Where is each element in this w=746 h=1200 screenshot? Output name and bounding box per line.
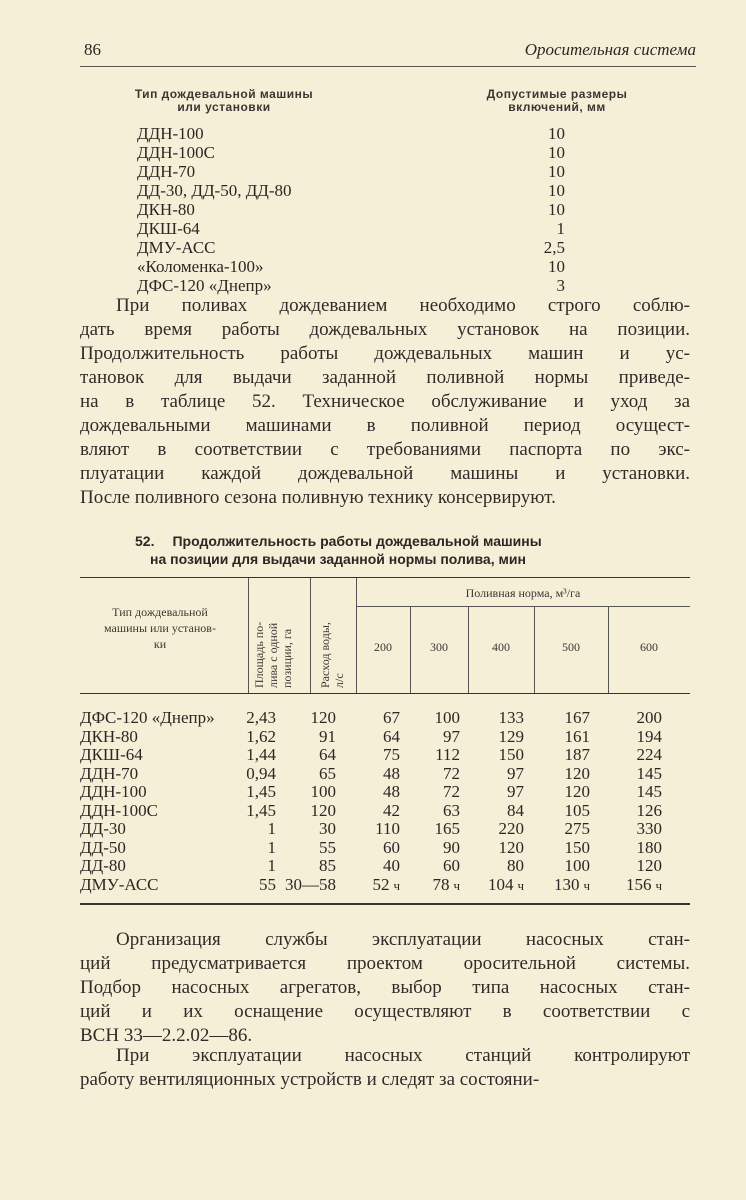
flow-value	[311, 801, 337, 820]
area-value-text: 1,62	[246, 726, 276, 746]
table1-row	[137, 219, 577, 238]
flow-value-text: 65	[319, 763, 336, 783]
duration-value-text: 104	[487, 874, 514, 894]
area-value	[246, 782, 276, 801]
table2-header-rule	[80, 693, 690, 694]
duration-value-text: 60	[383, 837, 400, 857]
text-line: на в таблице 52. Техническое обслуживание и уход за	[80, 391, 690, 412]
duration-value	[443, 838, 460, 857]
duration-value-text: 120	[498, 837, 524, 857]
duration-value-text: 187	[564, 745, 590, 764]
duration-value-text: 120	[636, 856, 662, 875]
duration-value-text: 52	[372, 874, 390, 894]
table2-vline	[310, 578, 311, 693]
duration-value	[488, 875, 524, 895]
duration-value	[507, 782, 524, 801]
area-value-text: 1	[267, 819, 276, 838]
area-value-text: 2,43	[246, 708, 276, 727]
duration-value-text: 200	[636, 708, 662, 727]
table2-top-rule	[80, 577, 690, 578]
flow-value	[311, 782, 337, 801]
machine-name-text: ДДН-70	[80, 763, 139, 783]
area-value	[259, 875, 276, 894]
duration-value	[565, 727, 591, 746]
flow-value-text: 30	[319, 819, 336, 838]
table2-norm-200: 200	[374, 640, 392, 654]
area-value-text: 1	[267, 856, 276, 875]
duration-value	[565, 801, 591, 820]
hours-unit: ч	[655, 877, 662, 893]
duration-value	[637, 782, 663, 801]
paragraph-pump-operation	[80, 1044, 690, 1092]
inclusion-size: 10	[548, 257, 565, 276]
duration-value-text: 129	[498, 726, 524, 746]
duration-value	[507, 856, 524, 875]
machine-name: ДКН-80	[137, 200, 195, 219]
duration-value-text: 78	[432, 874, 450, 894]
duration-value	[383, 838, 400, 857]
duration-value	[435, 745, 460, 764]
area-value-text: 1	[267, 837, 276, 857]
duration-value-text: 84	[507, 800, 524, 820]
duration-value-text: 133	[498, 708, 524, 727]
duration-value	[637, 856, 663, 875]
duration-value-text: 63	[443, 800, 460, 820]
text-line: плуатации каждой дождевальной машины и установки.	[80, 463, 690, 484]
table2-head-norm: Поливная норма, м³/га	[465, 586, 581, 600]
flow-value-text: 85	[319, 856, 336, 875]
text-line: ций предусматривается проектом оросительной системы.	[80, 953, 690, 974]
duration-value	[565, 856, 591, 875]
table1-body	[137, 124, 577, 295]
table2-head-area: Площадь по- лива с одной позиции, га	[252, 621, 294, 688]
table2-row	[80, 875, 690, 894]
machine-name	[80, 856, 126, 875]
duration-value-text: 150	[498, 745, 524, 764]
machine-name	[80, 875, 159, 894]
duration-value	[443, 856, 460, 875]
flow-value	[319, 838, 336, 857]
machine-name	[80, 782, 147, 801]
duration-value	[499, 708, 525, 727]
duration-value	[565, 708, 591, 727]
area-value	[268, 819, 277, 838]
table1-row	[137, 257, 577, 276]
machine-name-text: ДДН-100С	[80, 800, 158, 820]
duration-value-text: 275	[564, 819, 590, 838]
inclusion-size: 3	[556, 276, 565, 295]
table1-row	[137, 200, 577, 219]
duration-value-text: 67	[383, 708, 400, 727]
duration-value	[435, 708, 461, 727]
flow-value-text: 120	[310, 708, 336, 727]
hours-unit: ч	[583, 877, 590, 893]
flow-value-text: 55	[319, 837, 336, 857]
duration-value-text: 64	[383, 726, 400, 746]
paragraph-pump-stations	[80, 928, 690, 1048]
table2-vline	[248, 578, 249, 693]
machine-name	[80, 819, 126, 838]
area-value-text: 1,44	[246, 745, 276, 764]
duration-value	[375, 819, 400, 838]
table1-col2-header: Допустимые размеры включений, мм	[486, 87, 628, 114]
area-value	[246, 708, 276, 727]
machine-name: ДД-30, ДД-50, ДД-80	[137, 181, 292, 200]
machine-name-text: ДКШ-64	[80, 745, 143, 764]
duration-value	[443, 782, 460, 801]
text-line: После поливного сезона поливную технику консервируют.	[80, 487, 556, 508]
machine-name	[80, 764, 138, 783]
duration-value-text: 145	[636, 763, 662, 783]
paragraph-watering	[80, 294, 690, 510]
duration-value	[565, 764, 591, 783]
duration-value-text: 80	[507, 856, 524, 875]
duration-value	[435, 819, 461, 838]
inclusion-size: 1	[556, 219, 565, 238]
duration-value	[507, 801, 524, 820]
duration-value-text: 180	[636, 837, 662, 857]
table2-row	[80, 745, 690, 764]
duration-value-text: 100	[434, 708, 460, 727]
duration-value-text: 130	[553, 874, 580, 894]
machine-name: ДМУ-АСС	[137, 238, 216, 257]
duration-value	[499, 727, 525, 746]
flow-value	[319, 819, 336, 838]
table2-caption-line1: Продолжительность работы дождевальной машины	[172, 533, 542, 549]
area-value-text: 1,45	[246, 800, 276, 820]
table1-row	[137, 276, 577, 295]
flow-value	[319, 727, 336, 746]
hours-unit: ч	[393, 877, 400, 893]
duration-value-text: 97	[443, 726, 460, 746]
duration-value-text: 97	[507, 782, 524, 801]
area-value	[268, 838, 277, 857]
duration-value-text: 126	[636, 800, 662, 820]
table2-row	[80, 838, 690, 857]
duration-value	[383, 801, 400, 820]
table2-norm-500: 500	[562, 640, 580, 654]
machine-name: ДКШ-64	[137, 219, 200, 238]
machine-name: «Коломенка-100»	[137, 257, 264, 276]
area-value-text: 1,45	[246, 782, 276, 801]
duration-value	[637, 764, 663, 783]
flow-value	[319, 745, 336, 764]
duration-value	[626, 875, 662, 895]
duration-value	[637, 838, 663, 857]
duration-value-text: 72	[443, 763, 460, 783]
flow-value	[311, 708, 337, 727]
duration-value	[637, 745, 663, 764]
inclusion-size: 10	[548, 124, 565, 143]
duration-value	[443, 801, 460, 820]
text-line: ций и их оснащение осуществляют в соответствии с	[80, 1001, 690, 1022]
hours-unit: ч	[517, 877, 524, 893]
header-rule	[80, 66, 696, 67]
duration-value-text: 75	[383, 745, 400, 764]
machine-name: ДДН-100С	[137, 143, 215, 162]
duration-value	[372, 875, 400, 895]
machine-name-text: ДФС-120 «Днепр»	[80, 708, 215, 727]
duration-value-text: 150	[564, 837, 590, 857]
table2-caption	[80, 532, 690, 568]
duration-value	[383, 764, 400, 783]
duration-value	[637, 819, 663, 838]
duration-value	[432, 875, 460, 895]
duration-value	[637, 801, 663, 820]
duration-value	[499, 819, 525, 838]
flow-value-text: 91	[319, 726, 336, 746]
flow-value-text: 120	[310, 800, 336, 820]
machine-name-text: ДД-50	[80, 837, 126, 857]
area-value-text: 0,94	[246, 763, 276, 783]
machine-name	[80, 708, 215, 727]
machine-name	[80, 745, 143, 764]
table2-row	[80, 856, 690, 875]
duration-value	[637, 727, 663, 746]
duration-value	[383, 708, 400, 727]
machine-name	[80, 801, 158, 820]
flow-value	[319, 764, 336, 783]
text-line: дождевальными машинами в поливной период осущест-	[80, 415, 690, 436]
duration-value-text: 194	[636, 726, 662, 746]
duration-value-text: 224	[636, 745, 662, 764]
text-line: При поливах дождеванием необходимо строго соблю-	[116, 295, 690, 316]
duration-value-text: 100	[564, 856, 590, 875]
inclusion-size: 2,5	[543, 238, 565, 257]
text-line: Организация службы эксплуатации насосных стан-	[116, 929, 690, 950]
duration-value	[565, 745, 591, 764]
duration-value-text: 90	[443, 837, 460, 857]
duration-value-text: 161	[564, 726, 590, 746]
flow-value	[319, 856, 336, 875]
table2-row	[80, 782, 690, 801]
text-line: работу вентиляционных устройств и следят за состояни-	[80, 1069, 540, 1090]
duration-value	[565, 782, 591, 801]
text-line: Подбор насосных агрегатов, выбор типа насосных стан-	[80, 977, 690, 998]
inclusion-size: 10	[548, 162, 565, 181]
duration-value	[383, 727, 400, 746]
text-line: При эксплуатации насосных станций контролируют	[116, 1045, 690, 1066]
machine-name-text: ДД-30	[80, 819, 126, 838]
machine-name-text: ДКН-80	[80, 726, 138, 746]
duration-value-text: 105	[564, 800, 590, 820]
machine-name	[80, 838, 126, 857]
text-line: тановок для выдачи заданной поливной нормы приведе-	[80, 367, 690, 388]
hours-unit: ч	[453, 877, 460, 893]
duration-value	[565, 838, 591, 857]
duration-value-text: 145	[636, 782, 662, 801]
machine-name-text: ДДН-100	[80, 782, 147, 801]
table2-row	[80, 801, 690, 820]
area-value-text: 55	[259, 874, 276, 894]
table2-row	[80, 819, 690, 838]
duration-value	[383, 856, 400, 875]
duration-value-text: 120	[564, 763, 590, 783]
duration-value	[554, 875, 590, 895]
duration-value	[383, 745, 400, 764]
table1-row	[137, 124, 577, 143]
table1-row	[137, 181, 577, 200]
text-line: вляют в соответствии с требованиями паспорта по экс-	[80, 439, 690, 460]
duration-value	[499, 838, 525, 857]
table2-norm-300: 300	[430, 640, 448, 654]
inclusion-size: 10	[548, 181, 565, 200]
page-number: 86	[84, 40, 101, 59]
duration-value	[443, 764, 460, 783]
table2-caption-line2: на позиции для выдачи заданной нормы полива, мин	[150, 551, 526, 567]
flow-value-text: 30—58	[285, 874, 336, 894]
duration-value	[499, 745, 525, 764]
duration-value	[383, 782, 400, 801]
inclusion-size: 10	[548, 143, 565, 162]
duration-value	[443, 727, 460, 746]
flow-value-text: 100	[310, 782, 336, 801]
text-line: дать время работы дождевальных установок на позиции.	[80, 319, 690, 340]
machine-name-text: ДМУ-АСС	[80, 874, 159, 894]
table1-col1-header: Тип дождевальной машины или установки	[134, 87, 314, 114]
table2-row	[80, 708, 690, 727]
duration-value-text: 72	[443, 782, 460, 801]
duration-value-text: 60	[443, 856, 460, 875]
duration-value-text: 110	[375, 819, 400, 838]
flow-value	[285, 875, 336, 894]
area-value	[246, 801, 276, 820]
table1-row	[137, 162, 577, 181]
duration-value-text: 165	[434, 819, 460, 838]
table2-subheader-rule	[356, 606, 690, 607]
table2-norm-600: 600	[640, 640, 658, 654]
area-value	[246, 727, 276, 746]
duration-value	[507, 764, 524, 783]
duration-value-text: 167	[564, 708, 590, 727]
table1-row	[137, 238, 577, 257]
duration-value-text: 42	[383, 800, 400, 820]
machine-name: ДДН-70	[137, 162, 196, 181]
duration-value-text: 97	[507, 763, 524, 783]
duration-value-text: 112	[435, 745, 460, 764]
text-line: ВСН 33—2.2.02—86.	[80, 1025, 253, 1046]
duration-value-text: 48	[383, 782, 400, 801]
duration-value-text: 120	[564, 782, 590, 801]
area-value	[246, 745, 276, 764]
duration-value	[637, 708, 663, 727]
machine-name-text: ДД-80	[80, 856, 126, 875]
machine-name: ДФС-120 «Днепр»	[137, 276, 272, 295]
area-value	[268, 856, 277, 875]
text-line: Продолжительность работы дождевальных машин и ус-	[80, 343, 690, 364]
duration-value-text: 156	[625, 874, 652, 894]
flow-value-text: 64	[319, 745, 336, 764]
duration-value-text: 330	[636, 819, 662, 838]
duration-value-text: 40	[383, 856, 400, 875]
table2-head-type: Тип дождевальной машины или установ- ки	[104, 605, 216, 651]
duration-value-text: 48	[383, 763, 400, 783]
table1-row	[137, 143, 577, 162]
table2-bottom-rule	[80, 903, 690, 905]
table2-norm-400: 400	[492, 640, 510, 654]
table2-head-flow: Расход воды, л/с	[318, 622, 346, 688]
duration-value-text: 220	[498, 819, 524, 838]
table2-row	[80, 764, 690, 783]
machine-name: ДДН-100	[137, 124, 204, 143]
area-value	[246, 764, 276, 783]
running-title: Оросительная система	[524, 40, 696, 59]
duration-value	[565, 819, 591, 838]
machine-name	[80, 727, 138, 746]
table2-number: 52.	[135, 533, 155, 549]
table2-row	[80, 727, 690, 746]
inclusion-size: 10	[548, 200, 565, 219]
